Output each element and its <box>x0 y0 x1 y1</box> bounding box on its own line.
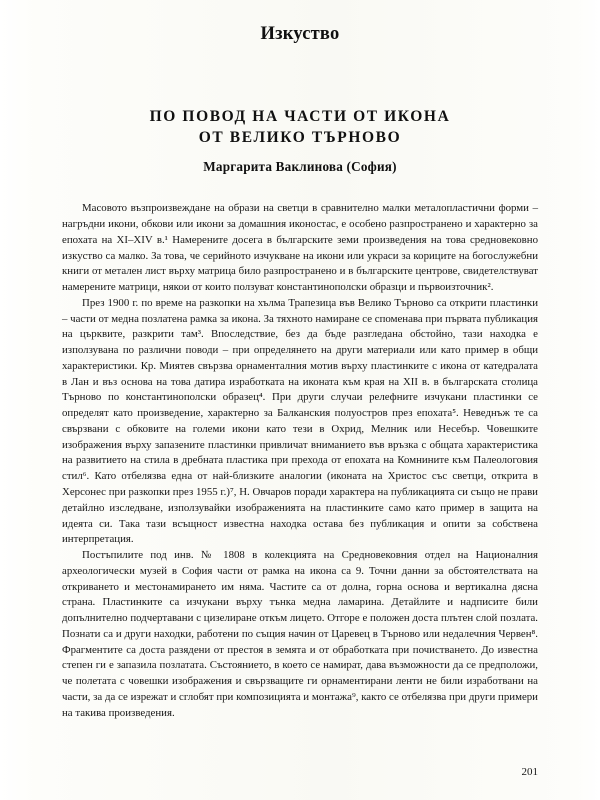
page-title <box>0 107 600 149</box>
paragraph-3: Постъпилите под инв. № 1808 в колекцията на Средновековния отдел на Националния археологически музей в София части от рамка на икона са 9. Точни данни за обстоятелствата на откриването и местонамирането им няма. Частите са от долна, горна основа и вертикална дясна страна. Пластинките са изчукани върху тънка медна ламарина. Детайлите и надписите били допълнително подчертавани с цизелиране откъм лицето. Отгоре е положен доста плътен слой позлата. Познати са и други находки, работени по същия начин от Царевец в Търново или недалечния Червен⁸. Фрагментите са доста разядени от престоя в земята и от обработката при почистването. До известна степен ги е запазила позлатата. Състоянието, в което се намират, дава възможности да се предположи, че полетата с човешки изображения и свързващите ги орнаментирани ленти не били изработвани на части, за да се изрежат и сглобят при композицията и монтажа⁹, както се отбелязва при други примери на такива произведения. <box>62 549 538 719</box>
paragraph-2: През 1900 г. по време на разкопки на хълма Трапезица във Велико Търново са открити пластинки – части от медна позлатена рамка за икона. За тяхното намиране се споменава при първата публикация на църквите, разкрити там³. Впоследствие, без да бъде разгледана обстойно, тази находка е използувана по различни поводи – при определянето на други материали или като пример в общи характеристики. Кр. Миятев свързва орнаменталния мотив върху пластинките с икона от катедралата в Лан и въз основа на това датира изработката на иконата към края на XII в. в българската столица Търново по константинополски образец⁴. При други случаи релефните изчукани пластинки се определят като произведение, характерно за Балканския полуостров през епохата⁵. Неведнъж те са свързвани с обковите на големи икони като тези в Охрид, Мелник или Несебър. Човешките изображения върху запазените пластинки привличат вниманието във връзка с общата характеристика на развитието на стила в дребната пластика при прехода от епохата на Комнините към Палеологовия стил⁶. Като отбелязва една от най-близките аналогии (иконата на Христос със светци, открита в Херсонес при разкопки през 1955 г.)⁷, Н. Овчаров поради характера на публикацията си също не прави детайлно изследване, използувайки изображенията на пластинките само като пример в защита на идеята си. Така тази всъщност известна находка остава без публикация и опити за собствена интерпретация. <box>62 296 538 546</box>
article-author: Маргарита Ваклинова (София) <box>203 159 397 175</box>
title-line-2: ОТ ВЕЛИКО ТЪРНОВО <box>198 128 402 146</box>
article-body <box>62 201 538 721</box>
title-line-1: ПО ПОВОД НА ЧАСТИ ОТ ИКОНА <box>149 108 451 125</box>
running-head: Изкуство <box>260 24 340 44</box>
paragraph-1: Масовото възпроизвеждане на образи на светци в сравнително малки металопластични форми – нагръдни икони, обкови или икони за домашния иконостас, е особено разпространено и характерно за епохата на XI–XIV в.¹ Намерените досега в българските земи произведения на това средновековно изкуство са малко. За това, че серийното изчукване на икони или украси за кориците на богослужебни книги от метален лист върху матрица било разпространено и в българските центрове, свидетелствуват намерените матрици, някои от които ползуват константинополски образци и първоизточник². <box>62 202 538 294</box>
page-number: 201 <box>521 766 538 778</box>
title-block <box>0 107 600 175</box>
